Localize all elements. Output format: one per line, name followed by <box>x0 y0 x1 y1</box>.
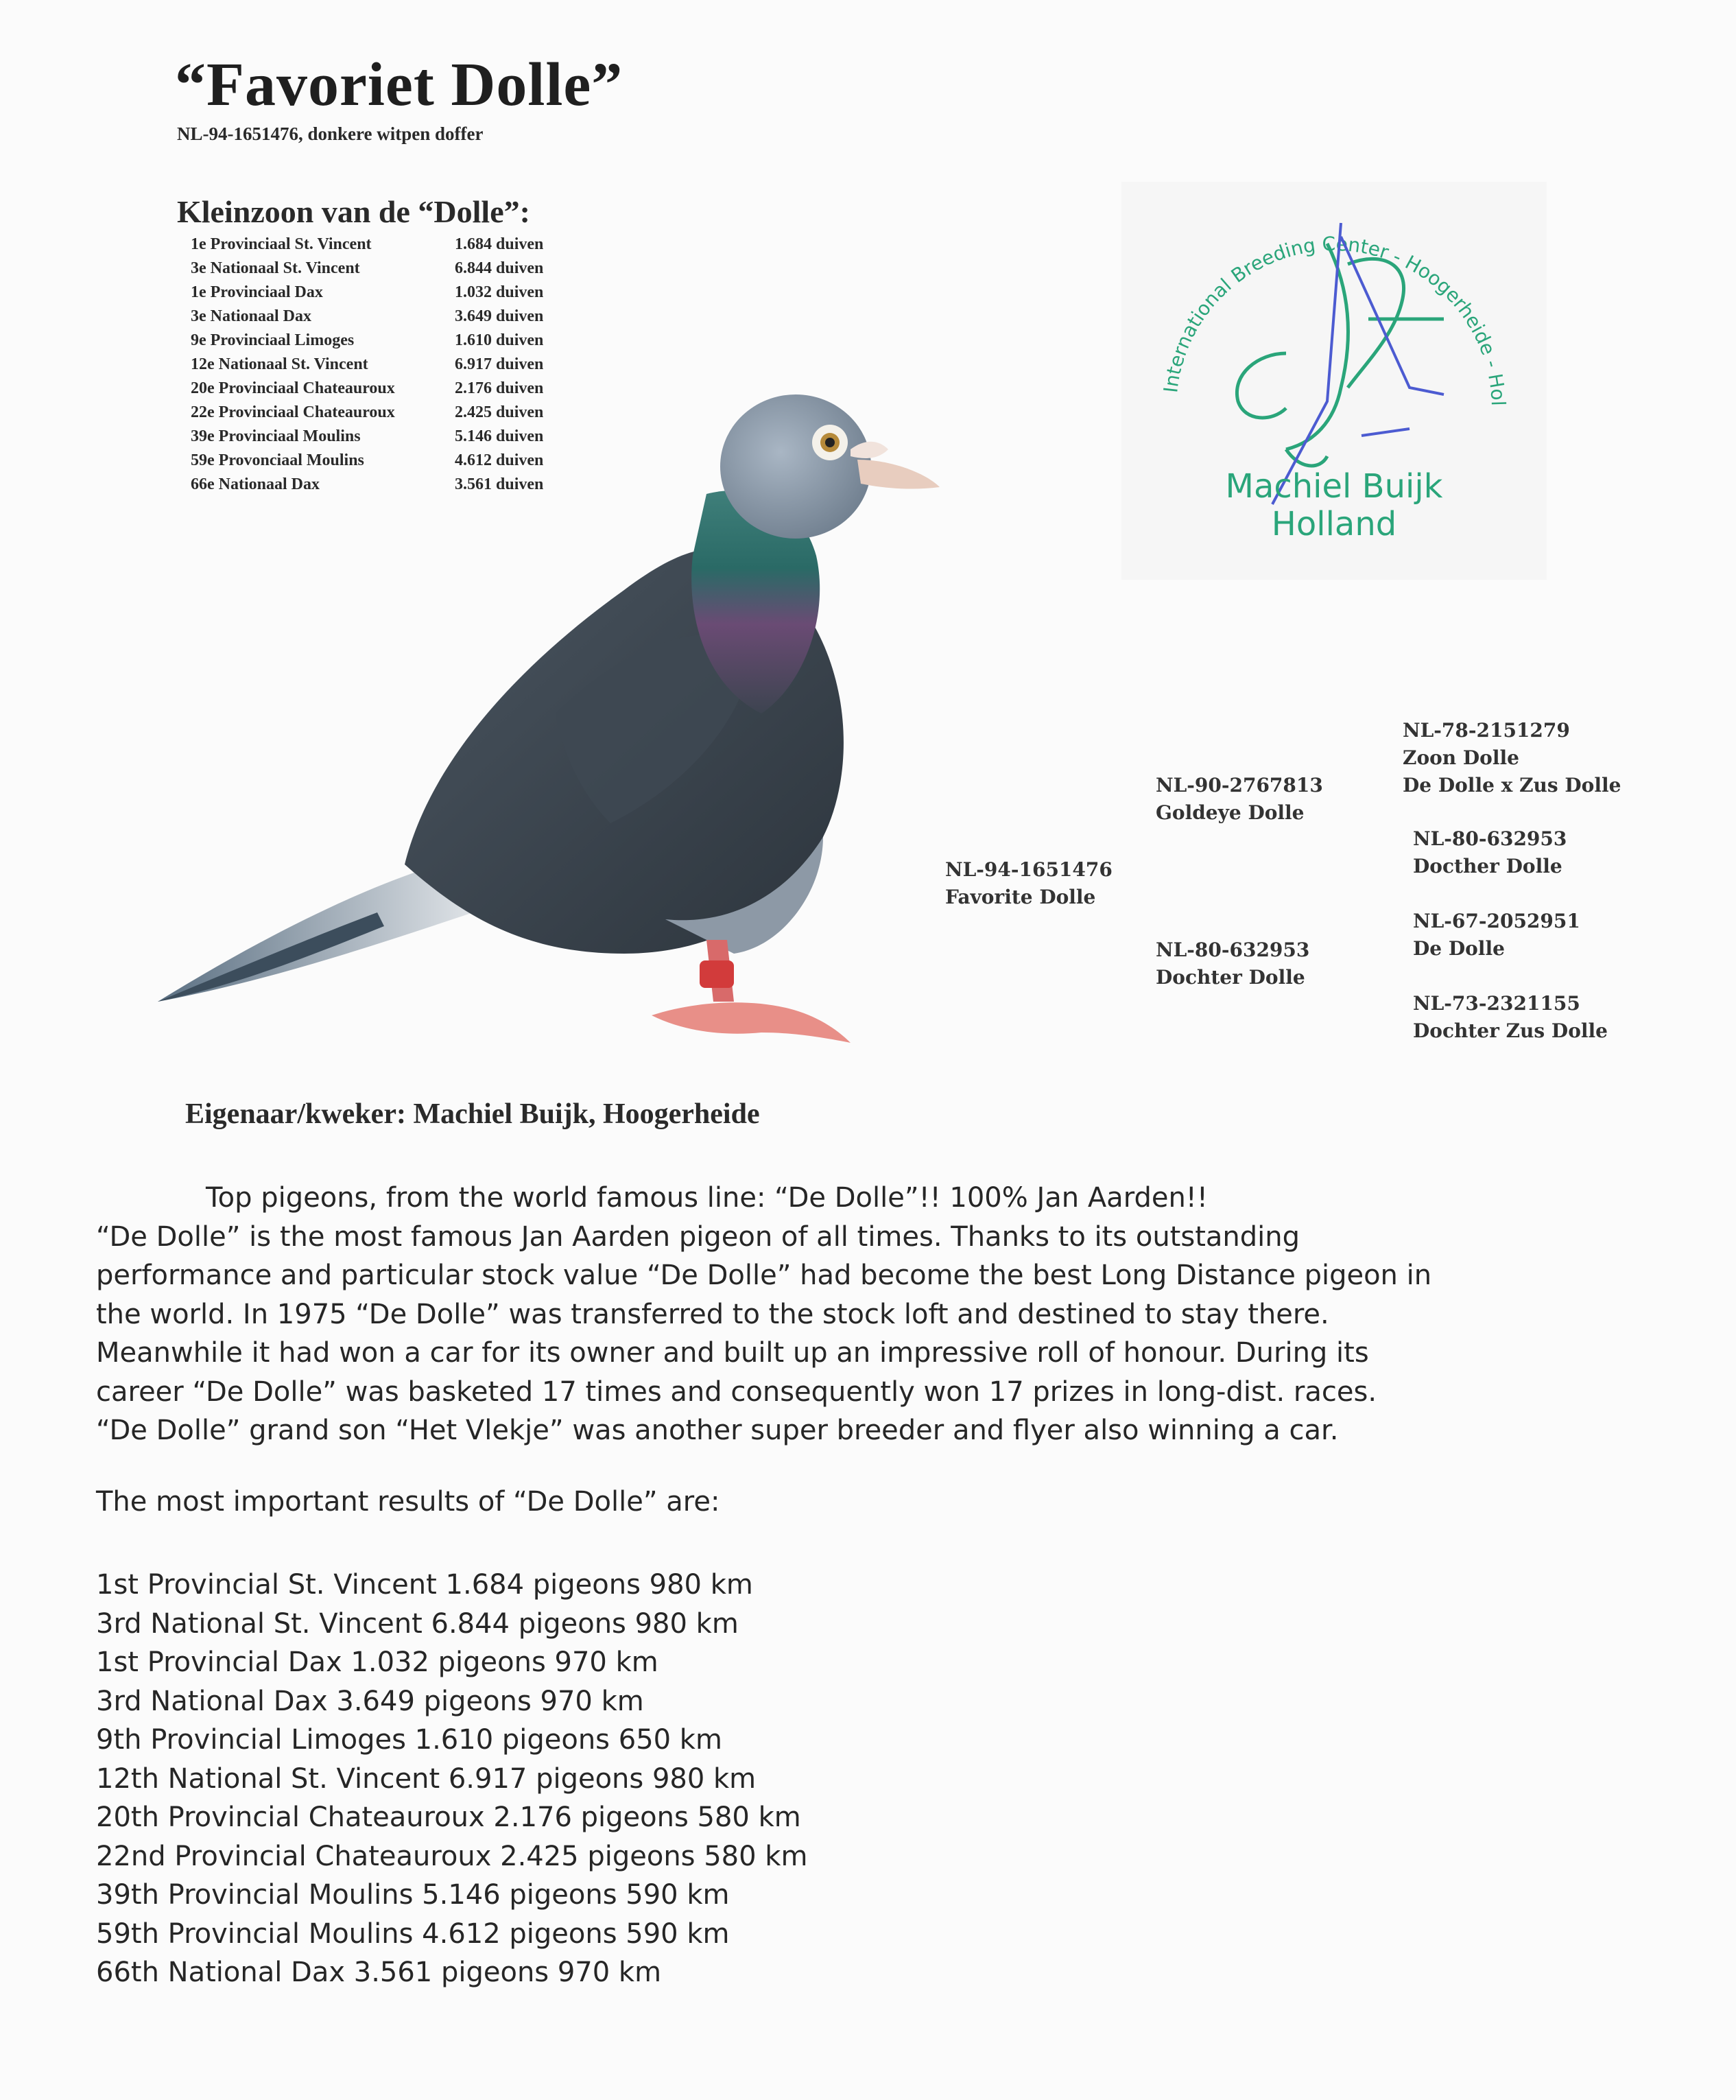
pedigree-ring: NL-73-2321155 <box>1413 992 1580 1015</box>
race-cell: 3e Nationaal St. Vincent <box>191 259 360 277</box>
pedigree-ring: NL-78-2151279 <box>1403 719 1570 742</box>
pedigree-ring: NL-80-632953 <box>1413 827 1567 850</box>
table-row <box>177 377 543 401</box>
count-cell: 2.176 duiven <box>455 379 544 397</box>
pedigree-note: De Dolle x Zus Dolle <box>1403 774 1621 797</box>
count-cell: 1.684 duiven <box>455 235 544 253</box>
pedigree-ring: NL-67-2052951 <box>1413 910 1580 932</box>
table-row <box>177 329 543 353</box>
pedigree-name: Goldeye Dolle <box>1156 801 1305 824</box>
list-item: 3rd National Dax 3.649 pigeons 970 km <box>96 1685 644 1717</box>
race-cell: 66e Nationaal Dax <box>191 475 320 493</box>
count-cell: 3.649 duiven <box>455 307 544 325</box>
pedigree-ring: NL-90-2767813 <box>1156 774 1323 797</box>
count-cell: 6.844 duiven <box>455 259 544 277</box>
race-cell: 22e Provinciaal Chateauroux <box>191 403 395 421</box>
page-subtitle: NL-94-1651476, donkere witpen doffer <box>177 123 484 144</box>
pedigree-name: De Dolle <box>1413 937 1505 960</box>
stamp-graphic <box>1121 182 1547 580</box>
list-item: 22nd Provincial Chateauroux 2.425 pigeons 580 km <box>96 1840 808 1872</box>
race-cell: 1e Provinciaal St. Vincent <box>191 235 372 253</box>
count-cell: 3.561 duiven <box>455 475 544 493</box>
list-item: 9th Provincial Limoges 1.610 pigeons 650 km <box>96 1724 722 1756</box>
table-row <box>177 401 543 425</box>
description-line: “De Dolle” is the most famous Jan Aarden pigeon of all times. Thanks to its outstanding <box>96 1220 1300 1253</box>
description-line: “De Dolle” grand son “Het Vlekje” was another super breeder and flyer also winning a car. <box>96 1415 1339 1446</box>
race-cell: 59e Provonciaal Moulins <box>191 451 364 469</box>
description <box>96 1179 1674 1450</box>
stamp-arc-text: International Breeding Center - Hoogerheide - Hol <box>1159 232 1510 407</box>
pedigree-dam-dam <box>1413 990 1608 1045</box>
list-item: 59th Provincial Moulins 4.612 pigeons 590 km <box>96 1918 730 1950</box>
grandson-heading: Kleinzoon van de “Dolle”: <box>177 194 530 229</box>
table-row <box>177 425 543 449</box>
table-row <box>177 281 543 305</box>
table-row <box>177 305 543 329</box>
description-line: the world. In 1975 “De Dolle” was transferred to the stock loft and destined to stay there. <box>96 1298 1329 1330</box>
pedigree-name: Dochter Zus Dolle <box>1413 1019 1608 1042</box>
grandson-results-table <box>177 233 543 497</box>
pedigree-name: Favorite Dolle <box>945 886 1096 908</box>
description-line: career “De Dolle” was basketed 17 times and consequently won 17 prizes in long-dist. races. <box>96 1376 1377 1408</box>
pedigree-name: Dochter Dolle <box>1156 966 1305 989</box>
race-cell: 1e Provinciaal Dax <box>191 283 323 301</box>
count-cell: 1.032 duiven <box>455 283 544 301</box>
description-line: Top pigeons, from the world famous line: “De Dolle”!! 100% Jan Aarden!! <box>206 1182 1208 1214</box>
pedigree-sire-dam <box>1413 825 1567 880</box>
page-title: “Favoriet Dolle” <box>175 51 623 119</box>
count-cell: 5.146 duiven <box>455 427 544 445</box>
table-row <box>177 449 543 473</box>
list-item: 20th Provincial Chateauroux 2.176 pigeons 580 km <box>96 1802 801 1833</box>
race-cell: 20e Provinciaal Chateauroux <box>191 379 395 397</box>
count-cell: 1.610 duiven <box>455 331 544 349</box>
description-line: performance and particular stock value “De Dolle” had become the best Long Distance pigeon in <box>96 1260 1432 1291</box>
pedigree-name: Zoon Dolle <box>1403 746 1519 769</box>
count-cell: 6.917 duiven <box>455 355 544 373</box>
table-row <box>177 473 543 497</box>
race-cell: 12e Nationaal St. Vincent <box>191 355 368 373</box>
table-row <box>177 233 543 257</box>
results-intro: The most important results of “De Dolle” are: <box>96 1486 720 1518</box>
pedigree-dam <box>1156 936 1309 991</box>
pedigree-ring: NL-94-1651476 <box>945 858 1113 881</box>
owner-line: Eigenaar/kweker: Machiel Buijk, Hoogerheide <box>185 1098 760 1130</box>
pedigree-sire <box>1156 772 1323 827</box>
breeding-center-stamp <box>1121 182 1547 580</box>
list-item: 1st Provincial St. Vincent 1.684 pigeons 980 km <box>96 1569 753 1601</box>
list-item: 12th National St. Vincent 6.917 pigeons 980 km <box>96 1762 757 1795</box>
pedigree-dam-sire <box>1413 908 1580 963</box>
count-cell: 4.612 duiven <box>455 451 544 469</box>
list-item: 39th Provincial Moulins 5.146 pigeons 590 km <box>96 1879 730 1911</box>
list-item: 66th National Dax 3.561 pigeons 970 km <box>96 1957 662 1988</box>
pedigree-sire-sire <box>1403 717 1621 799</box>
count-cell: 2.425 duiven <box>455 403 544 421</box>
table-row <box>177 257 543 281</box>
stamp-name: Machiel Buijk <box>1225 467 1443 506</box>
race-cell: 9e Provinciaal Limoges <box>191 331 355 349</box>
race-cell: 3e Nationaal Dax <box>191 307 311 325</box>
pedigree-ring: NL-80-632953 <box>1156 939 1310 961</box>
results-list <box>96 1566 807 1992</box>
description-line: Meanwhile it had won a car for its owner and built up an impressive roll of honour. During its <box>96 1337 1369 1369</box>
pedigree-subject <box>945 856 1113 911</box>
stamp-country: Holland <box>1271 505 1397 543</box>
list-item: 3rd National St. Vincent 6.844 pigeons 980 km <box>96 1607 739 1640</box>
table-row <box>177 353 543 377</box>
race-cell: 39e Provinciaal Moulins <box>191 427 361 445</box>
pedigree-name: Docther Dolle <box>1413 855 1562 877</box>
list-item: 1st Provincial Dax 1.032 pigeons 970 km <box>96 1647 658 1678</box>
